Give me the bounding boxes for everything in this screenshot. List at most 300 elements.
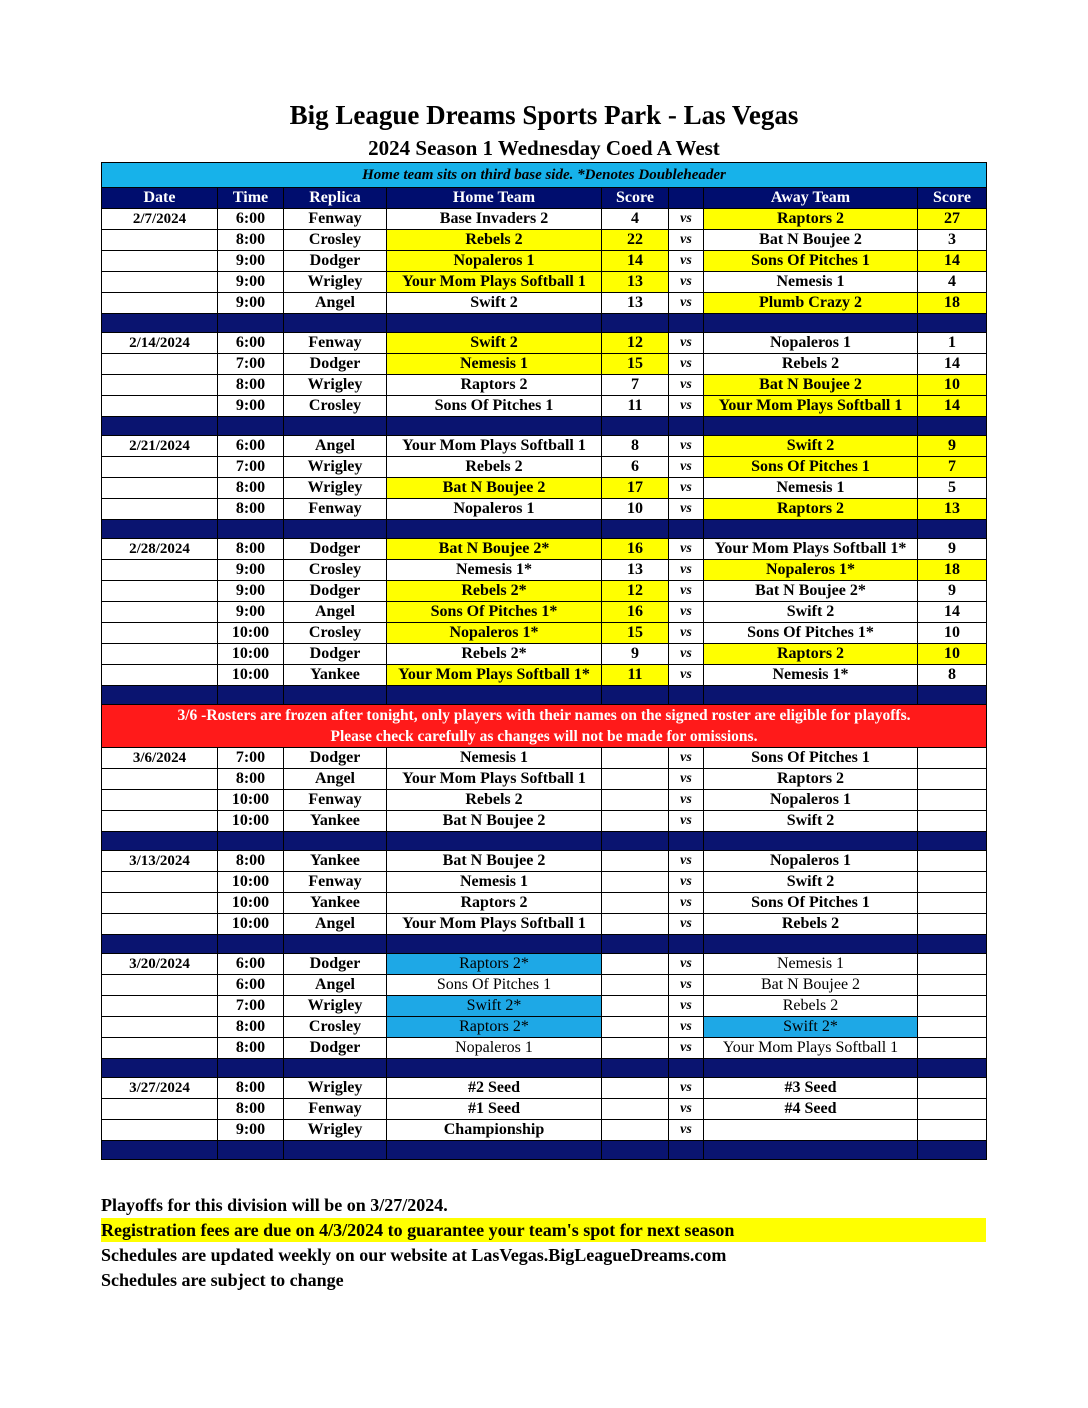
game-time: 8:00	[218, 851, 284, 872]
away-team: Nopaleros 1	[704, 333, 918, 354]
separator-cell	[602, 520, 669, 539]
away-team: Bat N Boujee 2	[704, 230, 918, 251]
game-field: Wrigley	[284, 1120, 387, 1141]
week-separator-row	[102, 1059, 987, 1078]
home-team: Your Mom Plays Softball 1	[387, 914, 602, 935]
roster-notice-line-2: Please check carefully as changes will not be made for omissions.	[330, 728, 758, 745]
game-date: 3/6/2024	[102, 748, 218, 769]
game-time: 7:00	[218, 457, 284, 478]
home-team: Nemesis 1	[387, 748, 602, 769]
game-field: Yankee	[284, 851, 387, 872]
away-team: Sons Of Pitches 1	[704, 893, 918, 914]
game-time: 8:00	[218, 1099, 284, 1120]
separator-cell	[669, 314, 704, 333]
game-date	[102, 996, 218, 1017]
game-date: 2/21/2024	[102, 436, 218, 457]
home-team: Swift 2	[387, 293, 602, 314]
home-team: Rebels 2*	[387, 644, 602, 665]
game-row	[102, 1099, 987, 1120]
separator-cell	[387, 935, 602, 954]
game-date	[102, 560, 218, 581]
vs-label: vs	[669, 272, 704, 293]
game-time: 8:00	[218, 769, 284, 790]
separator-cell	[704, 417, 918, 436]
header-away-team: Away Team	[704, 188, 918, 209]
away-score: 13	[918, 499, 987, 520]
home-team: Nopaleros 1	[387, 1038, 602, 1059]
home-score	[602, 1038, 669, 1059]
game-row	[102, 333, 987, 354]
game-row	[102, 375, 987, 396]
vs-label: vs	[669, 644, 704, 665]
game-field: Angel	[284, 602, 387, 623]
home-team: Bat N Boujee 2	[387, 851, 602, 872]
separator-cell	[218, 832, 284, 851]
header-replica: Replica	[284, 188, 387, 209]
separator-cell	[704, 314, 918, 333]
game-date	[102, 1120, 218, 1141]
away-team: Plumb Crazy 2	[704, 293, 918, 314]
vs-label: vs	[669, 790, 704, 811]
game-date: 2/7/2024	[102, 209, 218, 230]
game-row	[102, 436, 987, 457]
away-team: Swift 2	[704, 872, 918, 893]
separator-cell	[669, 1059, 704, 1078]
header-row	[102, 188, 987, 209]
separator-cell	[284, 314, 387, 333]
game-time: 6:00	[218, 209, 284, 230]
footer-registration: Registration fees are due on 4/3/2024 to guarantee your team's spot for next season	[101, 1218, 986, 1242]
game-field: Wrigley	[284, 457, 387, 478]
separator-cell	[284, 417, 387, 436]
home-score	[602, 1120, 669, 1141]
game-time: 9:00	[218, 293, 284, 314]
game-time: 9:00	[218, 272, 284, 293]
away-team: Nopaleros 1*	[704, 560, 918, 581]
game-field: Yankee	[284, 893, 387, 914]
home-team: Nopaleros 1	[387, 251, 602, 272]
away-score: 4	[918, 272, 987, 293]
game-field: Fenway	[284, 1099, 387, 1120]
vs-label: vs	[669, 478, 704, 499]
home-score: 10	[602, 499, 669, 520]
page-title: Big League Dreams Sports Park - Las Vegas	[289, 100, 799, 130]
game-time: 7:00	[218, 748, 284, 769]
vs-label: vs	[669, 1099, 704, 1120]
game-field: Wrigley	[284, 272, 387, 293]
vs-label: vs	[669, 665, 704, 686]
separator-cell	[102, 314, 218, 333]
away-score: 10	[918, 644, 987, 665]
home-score: 11	[602, 665, 669, 686]
separator-cell	[218, 686, 284, 705]
game-row	[102, 478, 987, 499]
game-row	[102, 251, 987, 272]
vs-label: vs	[669, 560, 704, 581]
game-time: 10:00	[218, 872, 284, 893]
separator-cell	[704, 686, 918, 705]
separator-cell	[918, 1141, 987, 1160]
home-score	[602, 996, 669, 1017]
game-time: 10:00	[218, 790, 284, 811]
header-away-score: Score	[918, 188, 987, 209]
game-field: Wrigley	[284, 478, 387, 499]
vs-label: vs	[669, 457, 704, 478]
vs-label: vs	[669, 375, 704, 396]
home-team: Bat N Boujee 2	[387, 811, 602, 832]
game-field: Fenway	[284, 790, 387, 811]
game-time: 10:00	[218, 914, 284, 935]
home-team: Raptors 2	[387, 375, 602, 396]
game-date: 3/20/2024	[102, 954, 218, 975]
away-team: Bat N Boujee 2*	[704, 581, 918, 602]
home-score: 8	[602, 436, 669, 457]
away-score	[918, 1078, 987, 1099]
home-score: 12	[602, 581, 669, 602]
separator-cell	[102, 1059, 218, 1078]
away-score	[918, 954, 987, 975]
game-field: Fenway	[284, 499, 387, 520]
vs-label: vs	[669, 811, 704, 832]
home-team: Rebels 2	[387, 457, 602, 478]
separator-cell	[918, 1059, 987, 1078]
separator-cell	[387, 520, 602, 539]
game-time: 10:00	[218, 665, 284, 686]
away-score	[918, 851, 987, 872]
game-field: Fenway	[284, 333, 387, 354]
game-row	[102, 914, 987, 935]
away-team: Sons Of Pitches 1	[704, 457, 918, 478]
game-date	[102, 790, 218, 811]
week-separator-row	[102, 935, 987, 954]
header-date: Date	[102, 188, 218, 209]
vs-label: vs	[669, 623, 704, 644]
game-time: 8:00	[218, 1017, 284, 1038]
away-team: Rebels 2	[704, 914, 918, 935]
away-score: 9	[918, 539, 987, 560]
game-time: 8:00	[218, 1038, 284, 1059]
game-time: 8:00	[218, 539, 284, 560]
game-row	[102, 851, 987, 872]
separator-cell	[602, 417, 669, 436]
vs-label: vs	[669, 209, 704, 230]
away-team: #3 Seed	[704, 1078, 918, 1099]
separator-cell	[387, 314, 602, 333]
away-score: 14	[918, 396, 987, 417]
home-score: 13	[602, 560, 669, 581]
home-score: 9	[602, 644, 669, 665]
away-score: 9	[918, 436, 987, 457]
game-time: 6:00	[218, 975, 284, 996]
separator-cell	[918, 832, 987, 851]
game-time: 10:00	[218, 644, 284, 665]
away-score	[918, 914, 987, 935]
header-home-team: Home Team	[387, 188, 602, 209]
home-team: Base Invaders 2	[387, 209, 602, 230]
home-score: 15	[602, 354, 669, 375]
away-team: Raptors 2	[704, 499, 918, 520]
home-score: 16	[602, 602, 669, 623]
away-score	[918, 1038, 987, 1059]
game-time: 6:00	[218, 954, 284, 975]
home-score: 15	[602, 623, 669, 644]
vs-label: vs	[669, 581, 704, 602]
game-time: 10:00	[218, 811, 284, 832]
away-team: Swift 2*	[704, 1017, 918, 1038]
vs-label: vs	[669, 893, 704, 914]
home-team: Sons Of Pitches 1	[387, 975, 602, 996]
home-score: 4	[602, 209, 669, 230]
away-score	[918, 893, 987, 914]
separator-cell	[918, 686, 987, 705]
separator-cell	[918, 935, 987, 954]
away-team	[704, 1120, 918, 1141]
game-field: Wrigley	[284, 1078, 387, 1099]
home-score	[602, 811, 669, 832]
separator-cell	[284, 1141, 387, 1160]
away-score	[918, 790, 987, 811]
game-row	[102, 539, 987, 560]
game-date	[102, 811, 218, 832]
game-date	[102, 602, 218, 623]
game-date	[102, 1038, 218, 1059]
home-team: Sons Of Pitches 1	[387, 396, 602, 417]
home-team: #2 Seed	[387, 1078, 602, 1099]
vs-label: vs	[669, 293, 704, 314]
separator-cell	[918, 314, 987, 333]
week-separator-row	[102, 1141, 987, 1160]
vs-label: vs	[669, 230, 704, 251]
home-score	[602, 872, 669, 893]
away-team: Nemesis 1	[704, 272, 918, 293]
separator-cell	[387, 417, 602, 436]
vs-label: vs	[669, 354, 704, 375]
schedule-table	[101, 162, 987, 1160]
home-team: #1 Seed	[387, 1099, 602, 1120]
separator-cell	[387, 1059, 602, 1078]
away-score: 18	[918, 293, 987, 314]
game-date	[102, 893, 218, 914]
game-field: Angel	[284, 293, 387, 314]
away-score: 14	[918, 354, 987, 375]
away-score	[918, 1099, 987, 1120]
away-score	[918, 1120, 987, 1141]
separator-cell	[602, 314, 669, 333]
game-field: Dodger	[284, 354, 387, 375]
away-team: Raptors 2	[704, 209, 918, 230]
game-field: Dodger	[284, 251, 387, 272]
away-score	[918, 811, 987, 832]
game-field: Dodger	[284, 748, 387, 769]
home-score: 13	[602, 272, 669, 293]
vs-label: vs	[669, 1120, 704, 1141]
home-score	[602, 954, 669, 975]
home-team: Nemesis 1	[387, 872, 602, 893]
home-score	[602, 975, 669, 996]
separator-cell	[102, 520, 218, 539]
vs-label: vs	[669, 396, 704, 417]
away-score	[918, 769, 987, 790]
game-row	[102, 581, 987, 602]
home-team: Your Mom Plays Softball 1	[387, 436, 602, 457]
separator-cell	[218, 1059, 284, 1078]
game-row	[102, 975, 987, 996]
away-team: Swift 2	[704, 602, 918, 623]
week-separator-row	[102, 520, 987, 539]
vs-label: vs	[669, 333, 704, 354]
away-team: Raptors 2	[704, 644, 918, 665]
game-row	[102, 665, 987, 686]
home-team: Raptors 2	[387, 893, 602, 914]
game-date	[102, 354, 218, 375]
home-score: 7	[602, 375, 669, 396]
game-field: Dodger	[284, 954, 387, 975]
game-field: Dodger	[284, 644, 387, 665]
week-separator-row	[102, 832, 987, 851]
game-date	[102, 665, 218, 686]
home-score	[602, 769, 669, 790]
game-row	[102, 811, 987, 832]
separator-cell	[284, 832, 387, 851]
game-row	[102, 602, 987, 623]
home-team: Bat N Boujee 2*	[387, 539, 602, 560]
away-team: #4 Seed	[704, 1099, 918, 1120]
home-team: Swift 2*	[387, 996, 602, 1017]
away-team: Nopaleros 1	[704, 851, 918, 872]
separator-cell	[387, 686, 602, 705]
vs-label: vs	[669, 914, 704, 935]
away-score	[918, 996, 987, 1017]
separator-cell	[387, 1141, 602, 1160]
week-separator-row	[102, 686, 987, 705]
away-score	[918, 975, 987, 996]
away-score: 5	[918, 478, 987, 499]
away-score: 14	[918, 602, 987, 623]
game-row	[102, 1120, 987, 1141]
separator-cell	[669, 520, 704, 539]
separator-cell	[602, 832, 669, 851]
game-row	[102, 644, 987, 665]
home-score	[602, 790, 669, 811]
separator-cell	[602, 935, 669, 954]
away-score: 18	[918, 560, 987, 581]
away-team: Your Mom Plays Softball 1	[704, 396, 918, 417]
separator-cell	[669, 417, 704, 436]
game-date	[102, 644, 218, 665]
game-date	[102, 581, 218, 602]
away-score	[918, 748, 987, 769]
game-row	[102, 996, 987, 1017]
home-score: 16	[602, 539, 669, 560]
away-score: 3	[918, 230, 987, 251]
away-team: Nemesis 1*	[704, 665, 918, 686]
vs-label: vs	[669, 975, 704, 996]
away-team: Rebels 2	[704, 996, 918, 1017]
footer-subject: Schedules are subject to change	[101, 1270, 344, 1290]
vs-label: vs	[669, 1078, 704, 1099]
home-team: Nemesis 1*	[387, 560, 602, 581]
game-row	[102, 354, 987, 375]
game-time: 6:00	[218, 436, 284, 457]
game-field: Fenway	[284, 872, 387, 893]
game-row	[102, 1038, 987, 1059]
separator-cell	[102, 1141, 218, 1160]
game-field: Yankee	[284, 811, 387, 832]
vs-label: vs	[669, 748, 704, 769]
away-team: Rebels 2	[704, 354, 918, 375]
home-score	[602, 893, 669, 914]
home-team: Rebels 2*	[387, 581, 602, 602]
away-score: 8	[918, 665, 987, 686]
game-row	[102, 893, 987, 914]
home-score: 14	[602, 251, 669, 272]
vs-label: vs	[669, 1038, 704, 1059]
game-date	[102, 272, 218, 293]
home-score: 22	[602, 230, 669, 251]
home-team: Raptors 2*	[387, 1017, 602, 1038]
game-row	[102, 623, 987, 644]
separator-cell	[284, 520, 387, 539]
game-field: Yankee	[284, 665, 387, 686]
separator-cell	[284, 935, 387, 954]
game-row	[102, 230, 987, 251]
roster-notice-row	[102, 705, 987, 748]
away-team: Sons Of Pitches 1*	[704, 623, 918, 644]
game-time: 9:00	[218, 1120, 284, 1141]
roster-notice	[102, 705, 987, 748]
game-time: 7:00	[218, 354, 284, 375]
game-field: Angel	[284, 975, 387, 996]
game-date	[102, 914, 218, 935]
game-date	[102, 230, 218, 251]
game-date	[102, 1099, 218, 1120]
vs-label: vs	[669, 251, 704, 272]
game-time: 8:00	[218, 230, 284, 251]
separator-cell	[669, 686, 704, 705]
game-row	[102, 748, 987, 769]
separator-cell	[602, 1059, 669, 1078]
game-field: Fenway	[284, 209, 387, 230]
home-score: 17	[602, 478, 669, 499]
separator-cell	[669, 935, 704, 954]
away-score: 7	[918, 457, 987, 478]
vs-label: vs	[669, 436, 704, 457]
header-vs	[669, 188, 704, 209]
game-date	[102, 293, 218, 314]
separator-cell	[284, 686, 387, 705]
away-team: Bat N Boujee 2	[704, 375, 918, 396]
home-team: Sons Of Pitches 1*	[387, 602, 602, 623]
away-score	[918, 1017, 987, 1038]
home-score	[602, 914, 669, 935]
vs-label: vs	[669, 996, 704, 1017]
game-time: 9:00	[218, 581, 284, 602]
away-score: 27	[918, 209, 987, 230]
game-field: Wrigley	[284, 375, 387, 396]
game-row	[102, 396, 987, 417]
game-field: Crosley	[284, 623, 387, 644]
header-time: Time	[218, 188, 284, 209]
game-row	[102, 499, 987, 520]
home-score: 12	[602, 333, 669, 354]
home-score: 11	[602, 396, 669, 417]
game-time: 6:00	[218, 333, 284, 354]
separator-cell	[218, 1141, 284, 1160]
game-date	[102, 623, 218, 644]
separator-cell	[102, 832, 218, 851]
game-date: 2/14/2024	[102, 333, 218, 354]
week-separator-row	[102, 314, 987, 333]
